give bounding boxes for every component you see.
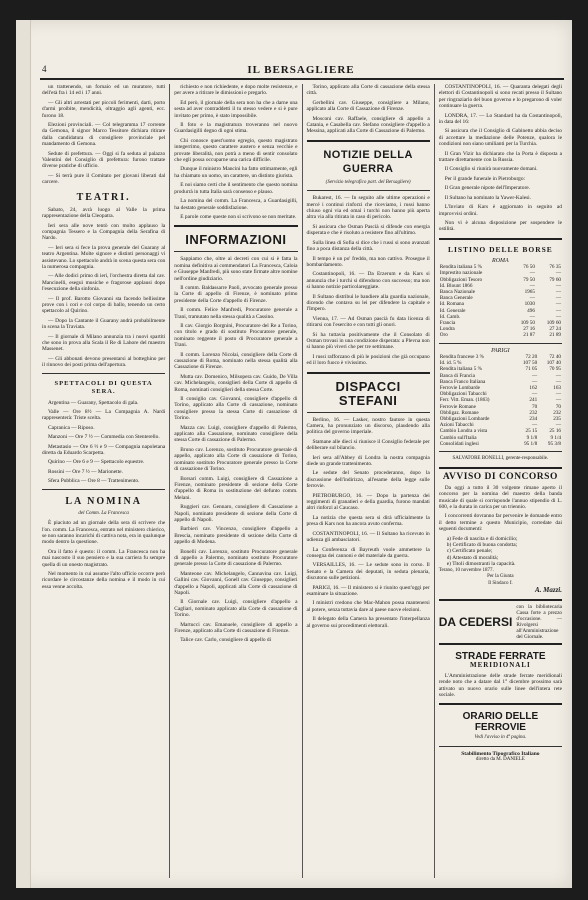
paragraph: Bonelli cav. Lorenzo, sostituto Procuratore generale di appello a Palermo, nominato sostituto Procuratore generale presso la Corte di cassazione di Palermo. (174, 548, 298, 568)
divider (307, 190, 430, 191)
column-2 (169, 84, 301, 878)
paragraph: Il cav. Giorgio Borgnini, Procuratore del Re a Torino, con titolo e grado di sostituto Procuratore generale, nominato reggente il posto di Procuratore generale a Trani. (174, 322, 298, 349)
price-value: 1030 (524, 301, 535, 308)
price-value: 72 40 (549, 353, 561, 360)
security-name: Id. Generale (439, 307, 466, 314)
paragraph: Sedute di prefettura. — Oggi si fa seduta al palazzo Valentini del Consiglio di prefettura: furono trattate diverse pratiche di ufficio. (42, 150, 166, 170)
price-value: — (555, 301, 561, 308)
price-value: — (555, 288, 561, 295)
security-name: Obbligazioni Tesoro (439, 276, 483, 283)
price-value: 70 95 (549, 366, 561, 373)
paragraph: Bruno cav. Lorenzo, sostituto Procuratore generale di appello, applicato alla Corte di cassazione di Torino, nominato sostituto Procuratore generale presso la Corte di cassazione di Torino. (174, 446, 298, 473)
paragraph: Il comm. Lorenzo Nicolai, consigliere della Corte di cassazione di Roma, nominato nella stessa qualità alla Cassazione di Firenze. (174, 351, 298, 371)
price-value: — (529, 282, 535, 289)
teatri-heading: TEATRI. (76, 191, 131, 203)
price-value: 76 50 (523, 264, 535, 271)
price-value: — (532, 378, 538, 385)
price-value: 496 (527, 307, 535, 314)
paragraph: Ora il fatto è questo: il comm. La Francesca non ha mai nascosto il suo pensiero e la sua carriera fu sempre quella di un onesto magistrato. (42, 548, 166, 568)
avviso-signature: A. Mazzi. (534, 585, 562, 594)
paragraph: È piaciuto ad un giornale della sera di scrivere che l'on. comm. La Francesca, entrato nel ministero chierico, se non saranno incarichi di cattiva nota, era in qualunque modo dentro la questione. (42, 520, 166, 546)
paragraph: Bukarest, 16. — In seguito alle ultime operazioni e mercé i continui rinforzi che riceviamo, i russi hanno chiuso ogni via ed omai i turchi non hanno più aperta altra via alla ritirata in caso di pericolo. (306, 195, 430, 221)
security-name: Id. Blount 1866 (439, 282, 473, 289)
newspaper-page (16, 20, 572, 888)
price-value: — (555, 282, 561, 289)
avviso-place-date: Terano, 10 novembre 1877. (438, 567, 494, 573)
paragraph: richiesto e non richiedente, e dopo molte resistenze, e per avere a ritirare le dimissioni e pregarlo. (174, 84, 298, 97)
security-name: Francia (439, 319, 456, 326)
paragraph: I russi rafforzano di più le posizioni che già occupano ed il loro fuoco è vivissimo. (306, 353, 430, 367)
paragraph: Elezioni provinciali. — Col telegramma 17 corrente da Gemona, il signor Marco Tessitore dichiara ritirare dalla candidatura di consigliere provinciale pel mandamento di Gemona. (42, 122, 166, 148)
price-value: — (532, 391, 538, 398)
listing: Sfera Pubblica — Ore 8 — Trattenimento. (48, 478, 140, 485)
list-item: b) Certificato di buona condotta; (446, 542, 518, 549)
price-value: — (555, 307, 561, 314)
paragraph: — Ieri sera si fece la prova generale del Guarany al teatro Argentina. Molte signore e distinti personaggi vi assistevano. Lo spettacolo andrà in scena questa sera con la numerosa compagnia. (42, 244, 166, 270)
paragraph: Da oggi a tutto il 30 volgente rimane aperto il concorso per la nomina del maestro della banda musicale di quale si corrisponde l'annuo stipendio di L. 600, e la durata in carica per un triennio. (438, 484, 562, 511)
gerente-line: SALVATORE BONELLI, gerente-responsabile. (452, 456, 549, 462)
paragraph: L'Inviato di Kars è aggiornato in seguito ad improvvisi ordini. (438, 204, 562, 217)
price-value: 95 1/8 (524, 440, 538, 447)
price-value: 79 60 (549, 276, 561, 283)
price-value: 70 (555, 403, 561, 410)
price-value: — (555, 295, 561, 302)
paragraph: Manteone cav. Michelangelo, Cannavina cav. Luigi, Gallini cav. Giovanni, Gonell cav. Giuseppe, consiglieri d'appello a Napoli, applicati alla Corte di cassazione di Napoli. (174, 570, 298, 596)
masthead-rule (40, 78, 564, 80)
price-value: — (555, 270, 561, 277)
paragraph: La notizia che questa sera si dirà ufficialmente la presa di Kars non ha ancora avuto conferma. (306, 514, 430, 528)
security-name: Banca Nazionale (439, 288, 476, 295)
security-name: Banca Generale (439, 295, 473, 302)
orario-heading: ORARIO DELLE FERROVIE (462, 711, 539, 734)
paragraph: Mazza cav. Luigi, consigliere d'appello di Palermo, applicato alla Cassazione, nominato consigliere della stessa Corte di cassazione di Palermo. (174, 424, 298, 444)
page-number: 4 (42, 64, 47, 74)
parigi-table (439, 354, 562, 447)
divider (439, 467, 562, 469)
security-name: Banca di Francia (439, 372, 475, 379)
security-name: Azioni Tabacchi (439, 422, 474, 429)
paragraph: Il Consiglio si riunirà nuovamente domani. (444, 166, 538, 173)
price-value: 109 50 (520, 319, 535, 326)
paragraph: — Dopo la Cantante il Guarany andrà probabilmente in scena la Traviata. (42, 317, 166, 331)
roma-label: ROMA (492, 257, 509, 264)
paragraph: Il Gran Vizir ha dichiarato che la Porta è disposta a trattare direttamente con la Russia. (438, 150, 562, 164)
security-name: Obbligaz. Romane (439, 409, 479, 416)
avviso-list (439, 536, 562, 568)
price-value: 25 16 (549, 428, 561, 435)
paragraph: Si ha tuttavia positivamente che il Consolato di Osman trovasi in una condizione disperata: a Plevna non si hanno più viveri che per tre settimane. (306, 331, 430, 351)
listing: Metastasio — Ore 6 ½ e 9 — Compagnia napoletana diretta da Eduardo Scarpetta. (42, 443, 166, 457)
paragraph: Le sedute del Senato procederanno, dopo la discussione dell'indirizzo, all'esame della legge sulle ferrovie. (306, 470, 430, 490)
security-name: Cambio sull'Italia (439, 434, 477, 441)
divider (174, 225, 297, 227)
price-value: — (529, 313, 535, 320)
price-value: — (529, 295, 535, 302)
paragraph: VERSAILLES, 16. — Le sedute sono in corso. Il Senato e la Camera dei deputati, in seduta plenaria, discutono sulle petizioni. (306, 562, 430, 582)
price-value: — (555, 391, 561, 398)
paragraph: Il foto e la magistratura troveranno nel nuovo Guardasigilli degno di ogni stima. (174, 122, 298, 135)
paragraph: — Gli abbonati devono presentarsi al botteghino per il rinnovo dei posti prima dell'apertura. (42, 355, 166, 369)
paragraph: COSTANTINOPOLI, 16. — Quaranta delegati degli elettori di Costantinopoli si sono recati presso il Sultano per ringraziarlo del buon governo e lo pregarono di voler continuare la guerra. (438, 84, 562, 110)
paragraph: Dunque il ministro Mancini ha fatto ottimamente, egli ha chiamato un uomo, un carattere, un distinto giurista. (174, 166, 298, 179)
listing: Quirino — Ore 6 e 9 — Spettacolo equestre. (48, 459, 145, 466)
paragraph: E parole come queste non si scrivono se non meritate. (180, 213, 297, 220)
price-value: 71 05 (525, 366, 538, 373)
paragraph: Il Giornale cav. Luigi, consigliere d'appello a Cagliari, nominato applicato alla Corte di cassazione di Torino. (174, 599, 298, 619)
price-value: — (555, 378, 561, 385)
stefani-heading: DISPACCI STEFANI (335, 378, 401, 408)
paragraph: I concorrenti dovranno far pervenire le domande entro il detto termine a questo Municipio, corredate dai seguenti documenti: (438, 513, 562, 533)
price-value: — (532, 372, 538, 379)
price-value: 21 89 (549, 332, 561, 339)
avviso-per: Per la Giunta (487, 574, 514, 580)
paragraph: Martucci cav. Emanuele, consigliere di appello a Firenze, applicato alla Corte di cassazione di Firenze. (174, 621, 298, 635)
paragraph: — Si terrà pure il Comitato per giovani liberati dal carcere. (42, 172, 166, 186)
guerra-heading: NOTIZIE DELLA GUERRA (323, 148, 413, 175)
price-value: 9 1/8 (526, 434, 538, 441)
security-name: Obbligazioni Tabacchi (439, 391, 487, 398)
list-item: e) Titoli dimostranti la capacità. (446, 561, 516, 568)
paragraph: COSTANTINOPOLI, 16. — Il Sultano ha ricevuto in udienza gli ambasciatori. (306, 530, 430, 544)
list-item: c) Certificato penale; (446, 548, 493, 555)
paragraph: Il Sultano ha nominato la Yawer-Kalesi. (444, 194, 532, 201)
da-cedersi-text: con la bibliotecaria Cassa forte a prezzo d'occasione. — Rivolgersi all'Amministrazione del Giornale. (516, 604, 562, 641)
price-value: 27 16 (523, 326, 535, 333)
stabilimento-director: diretto da M. DANIELE (475, 757, 525, 763)
security-name: Ferr. Vitt. Eman. (1863) (439, 397, 490, 404)
price-value: 9 1/4 (550, 434, 561, 441)
paragraph: Mutta cav. Domenico, Milsopera cav. Guido, De Villa cav. Michelangelo, consiglieri della Corte di appello di Roma, nominati consiglieri della stessa Corte. (174, 373, 298, 393)
spettacoli-heading: SPETTACOLI DI QUESTA SERA. (54, 379, 153, 395)
price-value: 232 (553, 409, 561, 416)
nomina-heading: LA NOMINA (65, 495, 142, 507)
paragraph: Costantinopoli, 16. — Da Erzerum e da Kars si annunzia che i turchi si difendono con successo; ma non si hanno notizie particolareggiate. (306, 271, 430, 291)
paragraph: — Il prof. Barotto Giovanni sta facendo bellissime prove con i cori e col corpo di ballo, tenendo un certo spettacolo al Quirino. (42, 295, 166, 315)
paragraph: La nomina del comm. La Francesca, a Guardasigilli, ha destato generale soddisfazione. (174, 198, 298, 211)
price-value: 27 24 (549, 326, 561, 333)
parigi-label: PARIGI (491, 347, 510, 354)
paragraph: Il Sultano distribuì le bandiere alla guardia nazionale, dicendo che contava su lei per difendere la capitale e l'Impero. (306, 293, 430, 313)
paragraph: — Gli altri arrestati per piccoli ferimenti, darti, porto d'armi proibite, mendicità, oltraggio agli agenti, ecc. furono 18. (42, 99, 166, 119)
price-value: 232 (529, 409, 538, 416)
divider (439, 746, 562, 747)
strade-ferrate-heading: STRADE FERRATE (455, 651, 546, 663)
security-name: Obbligazioni Lombarde (439, 416, 490, 422)
paragraph: Torino, applicato alla Corte di cassazione della stessa città. (306, 84, 430, 97)
paragraph: La Conferenza di Bayreuth vuole ammettere la consegna dei cannoni e del materiale da guerra. (306, 546, 430, 559)
listing: Manzoni — Ore 7 ½ — Commedia con Stenterello. (48, 434, 160, 441)
paragraph: Sabato, 24, avrà luogo al Valle la prima rappresentazione della Cleopatra. (42, 206, 166, 220)
listing: Argentina — Guarany, Spettacolo di gala. (48, 399, 139, 406)
paragraph: Talice cav. Carlo, consigliere di appello di (180, 637, 272, 644)
column-3 (302, 84, 434, 878)
binding-margin (16, 20, 31, 888)
security-name: Banca Franco Italiana (439, 378, 486, 385)
price-value: 79 50 (523, 276, 535, 283)
security-name: Id. id. 5 % (439, 360, 462, 367)
paragraph: PARIGI, 16. — Il ministero si è riunito quest'oggi per esaminare la situazione. (306, 584, 430, 597)
price-value: 234 (529, 416, 538, 422)
paragraph: LONDRA, 17. — Lo Standard ha da Costantinopoli, in data del 16: (438, 112, 562, 126)
price-value: 162 (529, 384, 538, 391)
paragraph: L'Amministrazione delle strade ferrate meridionali rende noto che a datare dal 1° dicembre prossimo sarà attivato un nuovo orario sulle linee dell'intera rete sociale. (438, 672, 562, 698)
security-name: Cambio Londra a vista (439, 428, 488, 435)
column-4 (434, 84, 566, 878)
paragraph: Mosconi cav. Raffaele, consigliere di appello a Catania, e Casabella cav. Stefano consigliere d'appello a Messina, applicati alla Corte di Cassazione di Palermo. (306, 115, 430, 135)
paragraph: Barbieri cav. Vincenzo, consigliere d'appello a Brescia, nominato presidente di sezione della Corte di appello di Modena. (174, 526, 298, 546)
paragraph: Si assicura che Osman Pascià si difende con energia disperata e che è risoluto a resistere fino all'ultimo. (306, 223, 430, 237)
paragraph: Si assicura che il Consiglio di Gabinetto abbia deciso di accettare la mediazione delle Potenze, qualora le condizioni non siano umilianti per la Turchia. (438, 128, 562, 148)
avviso-sindaco: Il Sindaco f. (488, 580, 513, 586)
paragraph: Ruggieri cav. Gennaro, consigliere di Cassazione a Napoli, nominato presidente di sezione della Corte di appello di Napoli. (174, 504, 298, 523)
table-row (439, 332, 562, 338)
paragraph: Nel momento in cui assume l'alto ufficio occorre però ricordare le circostanze della nomina e il modo in cui essa venne accolta. (42, 570, 166, 590)
price-value: 107 50 (522, 360, 538, 367)
nomina-subheading: del Comm. La Francesca (78, 510, 129, 516)
price-value: 72 20 (525, 353, 538, 360)
roma-table (439, 264, 562, 338)
informazioni-heading: INFORMAZIONI (185, 232, 287, 248)
da-cedersi-heading: DA CEDERSI (438, 615, 513, 630)
price-value: 241 (529, 397, 538, 404)
paragraph: Vienna, 17. — Ad Osman pascià fu data licenza di ritirarsi con l'esercito e con tutti gli onori. (306, 315, 430, 329)
price-value: 76 35 (549, 264, 561, 271)
security-name: Id. Camb. (439, 313, 461, 320)
price-value: 25 15 (525, 428, 538, 435)
paragraph: PIETROBURGO, 16. — Dopo la partenza dei reggimenti di granatieri e della guardia, furono mandati altri rinforzi al Caucaso. (306, 492, 430, 512)
paragraph: Berlino, 16. — Lasker, nostro fautore in questa Camera, ha pronunziato un discorso, plaudendo alla politica del governo imperiale. (306, 416, 430, 436)
security-name: Rendita francese 3 % (439, 353, 484, 360)
security-name: Oro (439, 332, 448, 339)
paragraph: Chi conosce quest'uomo egregio, questo magistrato integerrimo, questo carattere austero e senza vecchie e provate liberalità, non potrà a meno di sentir consolato che egli possa occuparne una carica difficile. (174, 137, 298, 164)
paragraph: Il comm. Felice Manfredi, Procuratore generale a Trani, tramutato nella stessa qualità a Cassino. (174, 307, 298, 320)
list-item: d) Attestato di moralità; (446, 554, 499, 561)
masthead (30, 20, 572, 76)
paragraph: Il consiglio cav. Giovanni, consigliere d'appello di Torino, applicato alla Corte di cassazione, nominato consigliere presso la stessa Corte di cassazione di Torino. (174, 396, 298, 422)
paragraph: Il tempo è un po' freddo, ma non cattivo. Prosegue il bombardamento. (306, 255, 430, 268)
paragraph: Gerbellini cav. Giuseppe, consigliere a Milano, applicato alla Corte di Cassazione di Firenze. (306, 99, 430, 113)
paragraph: Per il grande funerale in Pietroburgo: (444, 175, 526, 182)
paragraph: un trattenendo, un fornaio ed un muratore, tutti dell'età fra i 14 ed i 17 anni. (42, 84, 166, 97)
price-value: — (532, 422, 538, 429)
divider (307, 140, 430, 142)
security-name: Consolidati inglesi (439, 440, 479, 447)
paragraph: Stamane alle dieci si riunisce il Consiglio federale per deliberare sul bilancio. (306, 438, 430, 452)
paragraph: Borsari comm. Luigi, consigliere di Cassazione a Firenze, nominato presidente di sezione della Corte d'appello di Roma in sostituzione del defunto comm. Melani. (174, 475, 298, 501)
paragraph: Il delegato della Camera ha presentato l'interpellanza al governo sui procedimenti elettorali. (306, 616, 430, 629)
price-value: 107 40 (546, 360, 561, 367)
price-value: — (555, 372, 561, 379)
orario-subheading: Vedi l'avviso in 4ª pagina. (474, 735, 527, 741)
listing: Valle — Ore 8½ — La Compagnia A. Nardi rappresenterà: Triste scelta. (42, 409, 166, 422)
listing: Rossini — Ore 7 ½ — Marionette. (48, 468, 123, 475)
security-name: Id. Romana (439, 301, 464, 308)
paragraph: I ministri credono che Mac-Mahon possa mantenersi al potere, senza tuttavia dare al paese nuove elezioni. (306, 600, 430, 613)
paragraph: Non vi è alcuna disposizione per sospendere le ostilità. (438, 219, 562, 233)
paragraph: Sappiamo che, oltre ai decreti con cui si è fatta la nomina definitiva ai commendatori La Francesca, Caloia e Giuseppe Manfredi, più sono state firmate altre nomine nell'ordine giudiziario. (174, 256, 298, 282)
columns (38, 84, 566, 878)
column-1 (38, 84, 169, 878)
price-value: 70 (532, 403, 538, 410)
price-value: — (555, 397, 561, 404)
price-value: — (555, 313, 561, 320)
borse-heading: LISTINO DELLE BORSE (447, 244, 553, 254)
paragraph: — Alle dodici primo di ieri, l'orchestra diretta dal cav. Mancinelli, eseguì musiche e fragorose applausi dopo l'esecuzione della sinfonia. (42, 273, 166, 293)
list-item: a) Fede di nascita e di domicilio; (446, 535, 518, 542)
guerra-subheading: (Servizio telegrafico part. del Bersagliere) (325, 179, 411, 185)
divider (307, 372, 430, 374)
paragraph: Il Gran generale nipote dell'Imperatore. (444, 185, 530, 192)
divider (439, 451, 562, 452)
price-value: 1965 (524, 288, 535, 295)
paragraph: Ieri sera alle nove tentò con molto applauso la compagnia Tessero e la Compagnia della Serafina di Nardo. (42, 222, 166, 242)
divider (439, 703, 562, 705)
price-value: 21 87 (523, 332, 535, 339)
newspaper-title: IL BERSAGLIERE (247, 64, 355, 76)
price-value: 109 60 (546, 319, 561, 326)
divider (42, 489, 165, 490)
divider (439, 238, 562, 240)
security-name: Londra (439, 326, 455, 333)
divider (174, 251, 297, 252)
price-value: — (555, 422, 561, 429)
security-name: Rendita italiana 5 % (439, 264, 482, 271)
price-value: 235 (553, 416, 561, 422)
price-value: 95 3/8 (547, 440, 561, 447)
paragraph: E noi siamo certi che il sentimento che questo nomina produrrà in tutta Italia sarà consenso e plauso. (174, 182, 298, 195)
divider (307, 412, 430, 413)
listing: Capranica — Riposo. (48, 424, 95, 431)
security-name: Ferrovie Lombarde (439, 384, 480, 391)
stabilimento-line: Stabilimento Tipografico Italiano (461, 750, 540, 757)
paragraph: Ieri sera all'Abbey di Londra la nostra compagnia diede un grande trattenimento. (306, 454, 430, 468)
da-cedersi-ad (439, 599, 562, 645)
security-name: Rendita italiana 5 % (439, 366, 482, 373)
paragraph: — Il giornale di Milano annunzia tra i nuovi spartiti che sono in prova alla Scala il Re di Lahore del maestro Massenet. (42, 333, 166, 353)
paragraph: Il comm. Baldassarre Paoli, avvocato generale presso la Corte di appello di Firenze, è nominato primo presidente della Corte d'appello di Firenze. (174, 284, 298, 304)
paragraph: Sulla linea di Sofia si dice che i russi si sono avanzati fino a poca distanza della città. (306, 239, 430, 253)
strade-ferrate-subheading: MERIDIONALI (469, 661, 531, 670)
price-value: 163 (553, 384, 561, 391)
divider (42, 373, 165, 374)
security-name: Ferrovie Romane (439, 403, 476, 410)
paragraph: Ed però, il giornale della sera non ha che a darne una sesta ad aver contraddetti il tu stesso vedere e si è pure invitato per primo, è stato impossibile. (174, 99, 298, 119)
security-name: Imprestito nazionale (439, 270, 483, 277)
price-value: — (529, 270, 535, 277)
avviso-heading: AVVISO DI CONCORSO (442, 472, 558, 483)
divider (439, 343, 562, 344)
table-row (439, 441, 562, 447)
